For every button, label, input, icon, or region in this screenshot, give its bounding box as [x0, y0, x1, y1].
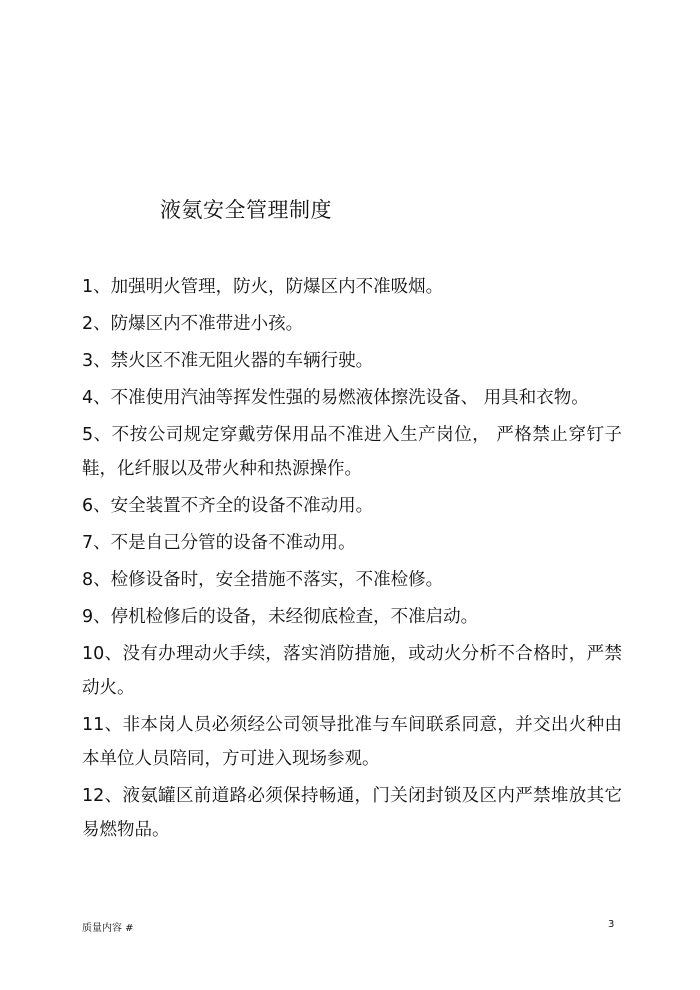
rule-item: 12、液氨罐区前道路必须保持畅通，门关闭封锁及区内严禁堆放其它易燃物品。	[82, 786, 622, 840]
rule-item: 4、不准使用汽油等挥发性强的易燃液体擦洗设备、 用具和衣物。	[82, 388, 589, 408]
rule-item: 6、安全装置不齐全的设备不准动用。	[82, 496, 374, 516]
rule-item: 11、非本岗人员必须经公司领导批准与车间联系同意，并交出火种由本单位人员陪同，方可进入现场参观。	[82, 715, 622, 769]
footer-note: 质量内容 #	[82, 923, 134, 934]
rule-item: 2、防爆区内不准带进小孩。	[82, 314, 304, 334]
rules-list	[82, 270, 622, 850]
rule-item: 1、加强明火管理，防火，防爆区内不准吸烟。	[82, 277, 444, 297]
rule-item: 7、不是自己分管的设备不准动用。	[82, 533, 356, 553]
rule-item: 9、停机检修后的设备，未经彻底检查，不准启动。	[82, 607, 479, 627]
document-title: 液氨安全管理制度	[160, 198, 332, 222]
rule-item: 10、没有办理动火手续，落实消防措施，或动火分析不合格时，严禁动火。	[82, 644, 622, 698]
rule-item: 8、检修设备时，安全措施不落实，不准检修。	[82, 570, 444, 590]
page-number: 3	[608, 919, 615, 930]
rule-item: 5、不按公司规定穿戴劳保用品不准进入生产岗位， 严格禁止穿钉子鞋，化纤服以及带火种和热源操作。	[82, 425, 622, 479]
rule-item: 3、禁火区不准无阻火器的车辆行驶。	[82, 351, 374, 371]
